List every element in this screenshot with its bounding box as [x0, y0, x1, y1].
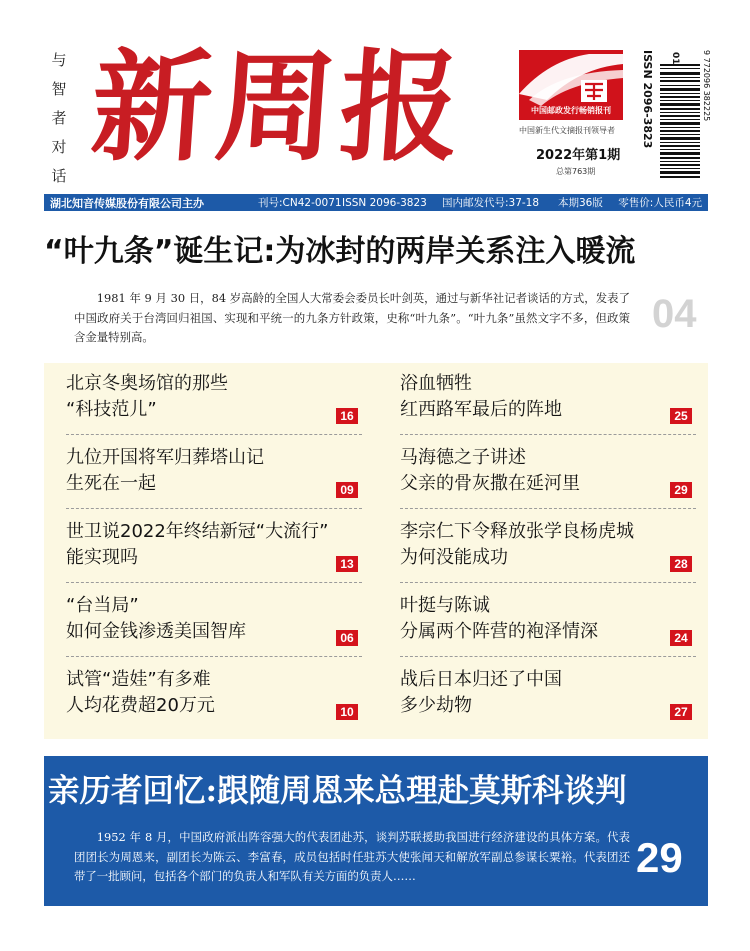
item-title: 九位开国将军归葬塔山记	[66, 447, 264, 468]
contents-item[interactable]	[400, 371, 696, 445]
contents-item[interactable]	[400, 519, 696, 593]
page-badge: 24	[670, 630, 692, 646]
item-title: 浴血牺牲	[400, 373, 472, 394]
item-subtitle: 分属两个阵营的袍泽情深	[400, 621, 598, 642]
page-badge: 06	[336, 630, 358, 646]
masthead-slogan	[48, 50, 70, 186]
item-subtitle: 红西路军最后的阵地	[400, 399, 562, 420]
contents-item[interactable]	[400, 445, 696, 519]
page-badge: 16	[336, 408, 358, 424]
divider	[66, 508, 362, 509]
issue-number: 2022年第1期	[536, 148, 621, 163]
top-story-page: 04	[652, 292, 697, 336]
publication-info-bar	[44, 194, 708, 211]
contents-item[interactable]	[66, 593, 362, 667]
item-title: 北京冬奥场馆的那些	[66, 373, 228, 394]
divider	[66, 656, 362, 657]
barcode-number: 9 772096 382225	[702, 50, 711, 122]
item-title: 世卫说2022年终结新冠“大流行”	[66, 521, 329, 542]
contents-item[interactable]	[400, 593, 696, 667]
price: 零售价:人民币4元	[618, 197, 702, 209]
item-title: “台当局”	[66, 595, 139, 616]
barcode-addon: 01	[670, 52, 680, 65]
divider	[400, 656, 696, 657]
item-title: 李宗仁下令释放张学良杨虎城	[400, 521, 634, 542]
contents-right-column	[400, 371, 696, 741]
issn-text: ISSN 2096-3823	[641, 50, 654, 149]
slogan-char: 话	[51, 167, 67, 185]
feature-text: 1952 年 8 月，中国政府派出阵容强大的代表团赴苏，谈判苏联援助我国进行经济建设的具体方案。代表团团长为周恩来，副团长为陈云、李富春，成员包括时任驻苏大使张闻天和解放军副总参谋长粟裕。代表团还带了一批顾问，包括各个部门的负责人和军队有关方面的负责人……	[74, 830, 630, 883]
barcode-digits	[702, 50, 712, 182]
issn-vertical	[638, 50, 660, 190]
slogan-char: 智	[51, 80, 67, 98]
feature-block[interactable]	[44, 756, 708, 906]
item-subtitle: 生死在一起	[66, 473, 156, 494]
issn-code: ISSN 2096-3823	[342, 196, 427, 209]
page-badge: 10	[336, 704, 358, 720]
item-subtitle: 能实现吗	[66, 547, 138, 568]
contents-item[interactable]	[66, 667, 362, 741]
contents-item[interactable]	[400, 667, 696, 741]
divider	[400, 434, 696, 435]
divider	[400, 508, 696, 509]
item-title: 马海德之子讲述	[400, 447, 526, 468]
contents-item[interactable]	[66, 519, 362, 593]
tagline: 中国新生代文摘报刊领导者	[519, 126, 615, 135]
slogan-char: 与	[51, 51, 67, 69]
publisher: 湖北知音传媒股份有限公司主办	[50, 196, 204, 210]
contents-item[interactable]	[66, 371, 362, 445]
total-issue: 总第763期	[556, 167, 596, 176]
divider	[66, 434, 362, 435]
item-title: 试管“造娃”有多难	[66, 669, 211, 690]
page-badge: 09	[336, 482, 358, 498]
item-subtitle: 为何没能成功	[400, 547, 508, 568]
logo-caption: 中国邮政发行畅销报刊	[531, 106, 611, 115]
contents-item[interactable]	[66, 445, 362, 519]
page-badge: 27	[670, 704, 692, 720]
item-subtitle: 如何金钱渗透美国智库	[66, 621, 246, 642]
top-story-headline[interactable]: “叶九条”诞生记:为冰封的两岸关系注入暖流	[44, 234, 636, 269]
newspaper-title: 新周报	[87, 37, 469, 178]
divider	[66, 582, 362, 583]
top-story-lead: 1981 年 9 月 30 日，84 岁高龄的全国人大常委会委员长叶剑英，通过与新华社记者谈话的方式，发表了中国政府关于台湾回归祖国、实现和平统一的九条方针政策，史称“叶九条”。“叶九条”虽然文字不多，但政策含金量特别高。	[74, 291, 630, 344]
item-subtitle: 人均花费超20万元	[66, 695, 215, 716]
postal-logo	[519, 50, 623, 120]
barcode-icon	[660, 50, 700, 182]
page-count: 本期36版	[558, 197, 603, 209]
item-title: 战后日本归还了中国	[400, 669, 562, 690]
item-subtitle: “科技范儿”	[66, 399, 157, 420]
slogan-char: 者	[51, 109, 67, 127]
table-of-contents	[44, 363, 708, 739]
divider	[400, 582, 696, 583]
page-badge: 25	[670, 408, 692, 424]
item-title: 叶挺与陈诚	[400, 595, 490, 616]
page-badge: 13	[336, 556, 358, 572]
slogan-char: 对	[51, 138, 67, 156]
item-subtitle: 父亲的骨灰撒在延河里	[400, 473, 580, 494]
postal-code: 国内邮发代号:37-18	[442, 197, 540, 209]
cn-code: 刊号:CN42-0071	[258, 197, 342, 209]
masthead-title-wrap	[87, 28, 502, 188]
feature-title: 亲历者回忆:跟随周恩来总理赴莫斯科谈判	[48, 772, 627, 809]
contents-left-column	[66, 371, 362, 741]
feature-page: 29	[636, 834, 683, 881]
page-badge: 28	[670, 556, 692, 572]
page-badge: 29	[670, 482, 692, 498]
item-subtitle: 多少劫物	[400, 695, 472, 716]
